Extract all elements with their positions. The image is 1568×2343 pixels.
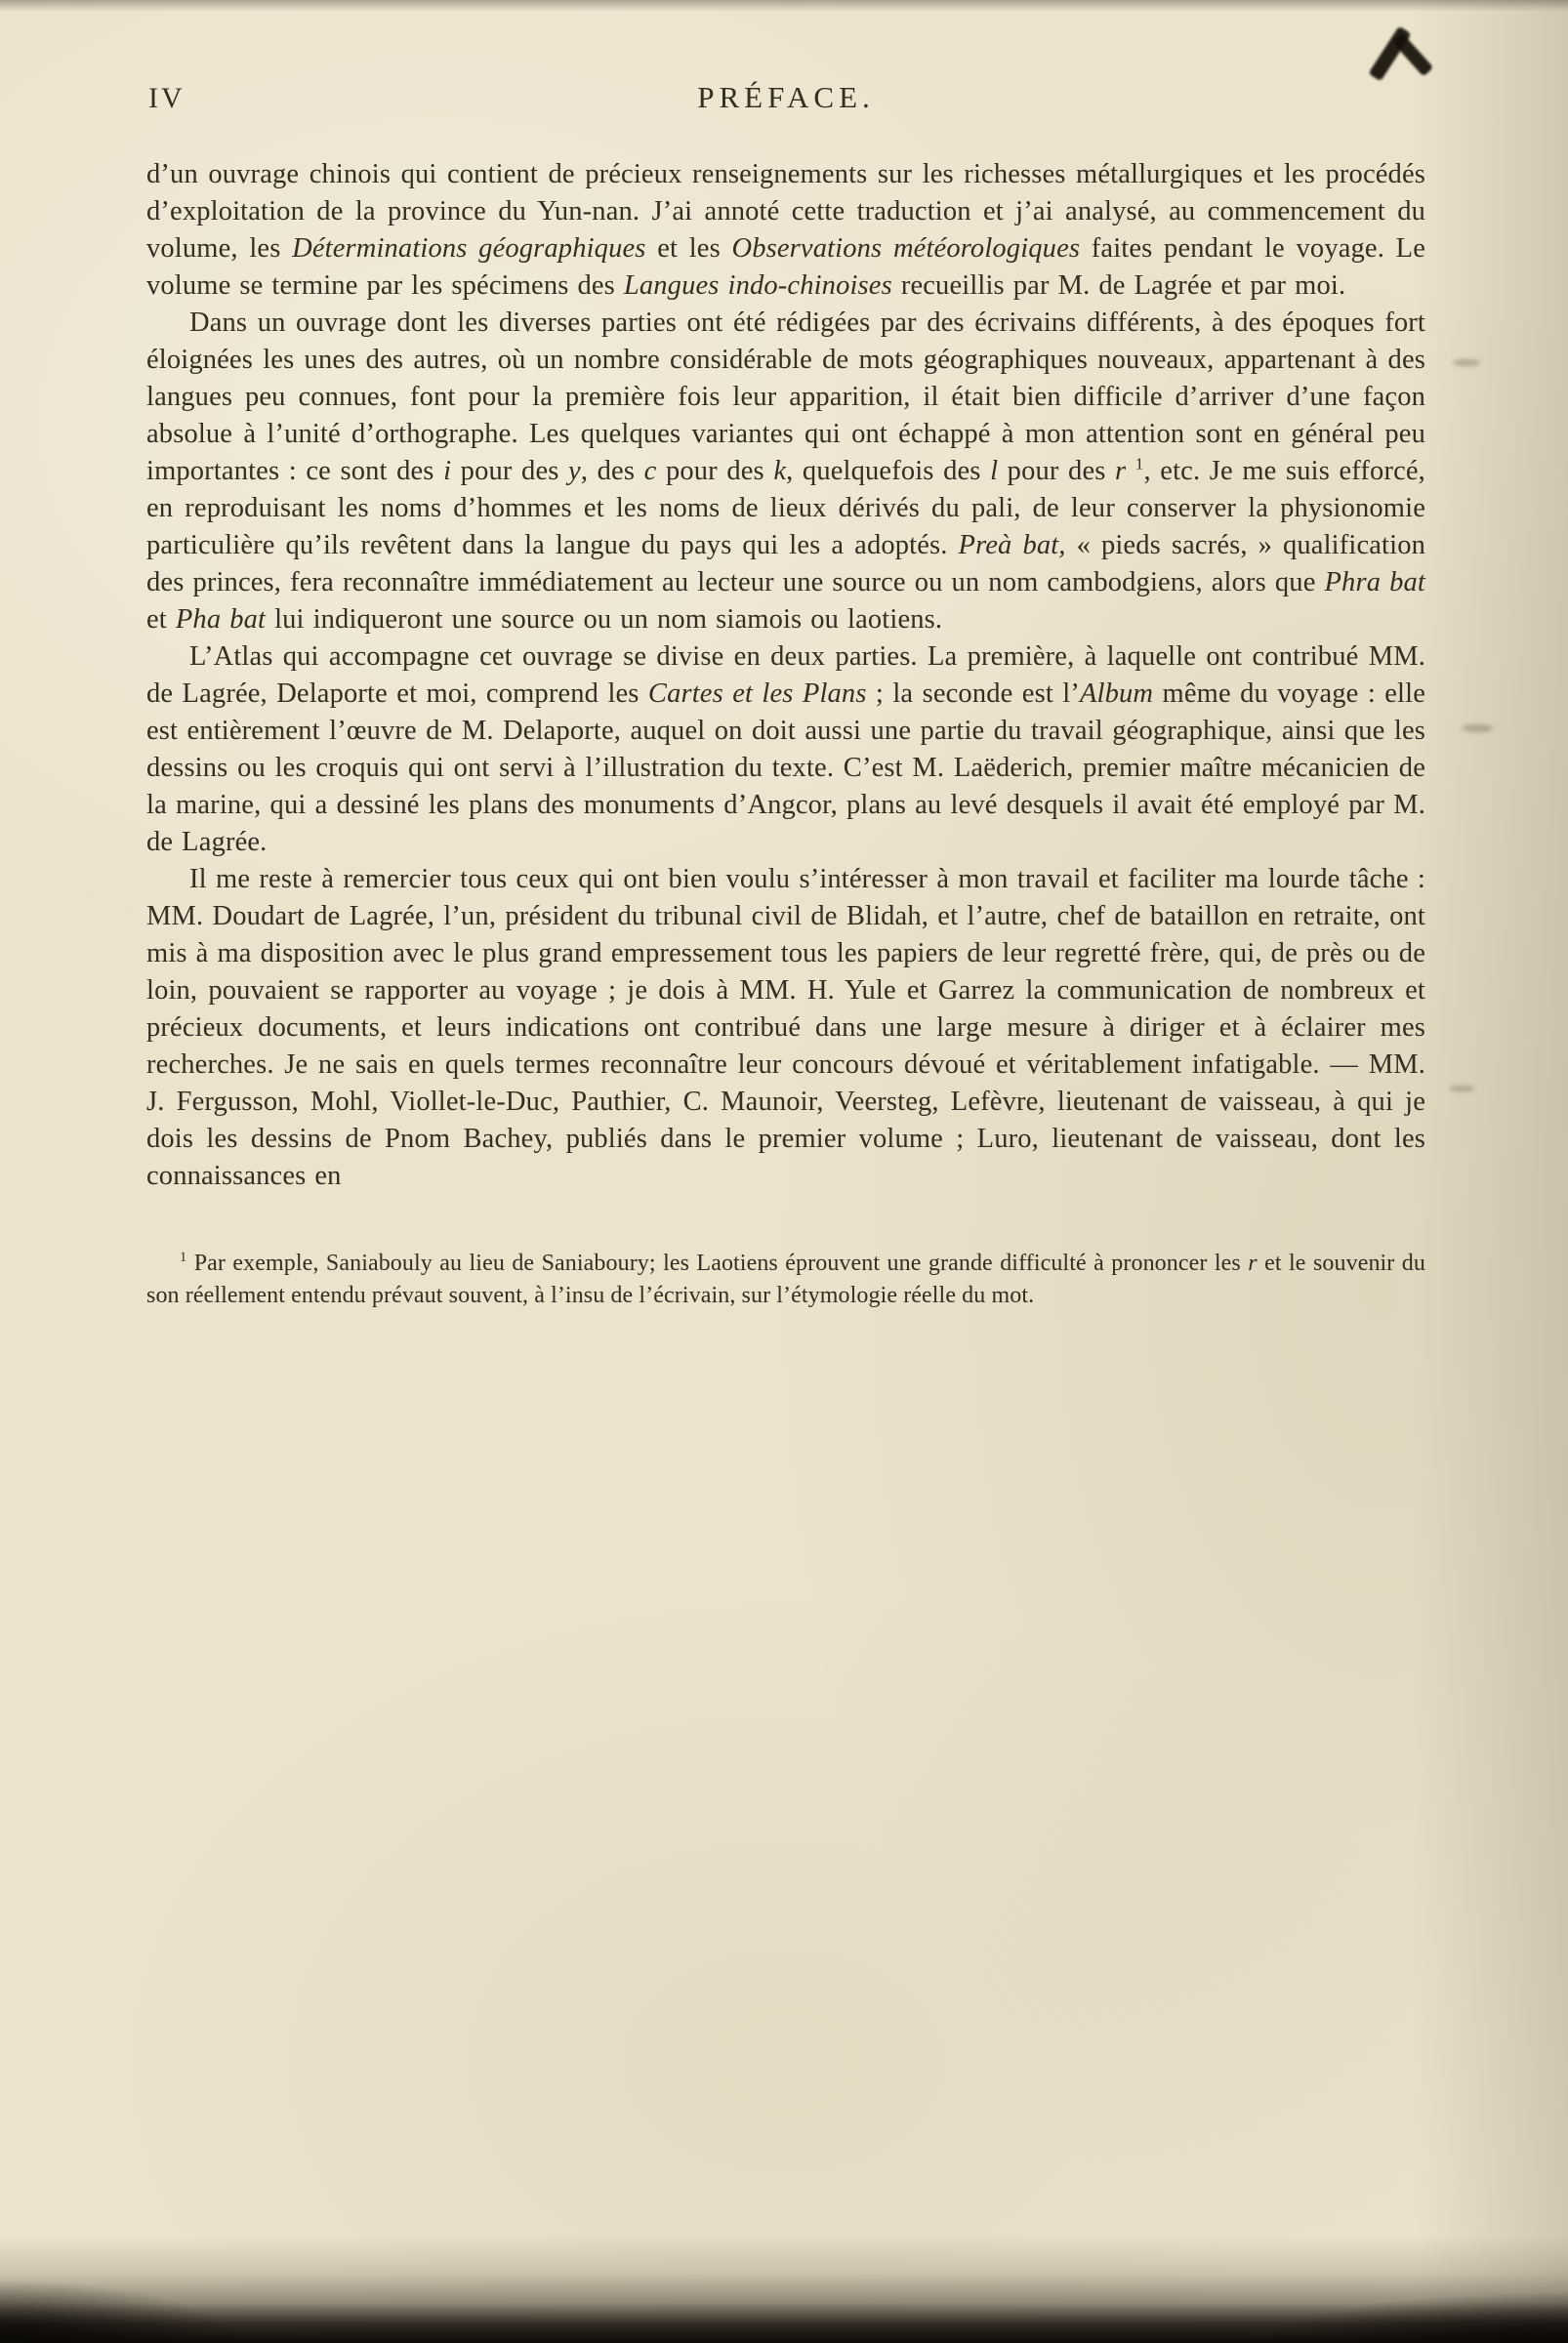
text-segment: 1 [1135, 454, 1144, 473]
text-segment: L’Atlas qui accompagne cet ouvrage se divise en deux parties. La première, à laquelle ont contribué MM. de Lagrée, Delaporte et moi, comprend les [146, 641, 1425, 709]
scan-smudge [1462, 724, 1493, 732]
text-segment: et le souvenir du son réellement entendu prévaut souvent, à l’insu de l’écrivain, sur l’étymologie réelle du mot. [146, 1251, 1426, 1308]
text-segment: ; la seconde est l’ [866, 678, 1080, 709]
text-segment: , quelquefois des [786, 456, 991, 486]
text-segment: « pieds sacrés, » qualification des princes, fera reconnaître immédiatement au lecteur une source ou un nom cambodgiens, alors que [146, 530, 1425, 597]
page-corner-ink-mark [1392, 32, 1434, 76]
page-header [146, 80, 1425, 123]
text-segment: Observations météorologiques [731, 233, 1081, 264]
text-segment: même du voyage : elle est entièrement l’œuvre de M. Delaporte, auquel on doit aussi une partie du travail géographique, ainsi que les dessins ou les croquis qui ont servi à l’illustration du texte. C’est M. Laëderich, premier maître mécanicien de la marine, qui a dessiné les plans des monuments d’Angcor, plans au levé desquels il avait été employé par M. de Lagrée. [146, 678, 1425, 857]
text-segment: i [443, 456, 452, 486]
text-segment: d’un ouvrage chinois qui contient de précieux renseignements sur les richesses métallurgiques et les procédés d’exploitation de la province du Yun-nan. J’ai annoté cette traduction et j’ai analysé, au commencement du volume, les [146, 159, 1425, 264]
text-segment: l [990, 456, 999, 486]
paragraph [146, 861, 1425, 1195]
text-segment: 1 [180, 1250, 187, 1265]
text-segment: , etc. Je me suis efforcé, en reproduisant les noms d’hommes et les noms de lieux dérivés du pali, de leur conserver la physionomie particulière qu’ils revêtent dans la langue du pays qui les a adoptés. [146, 456, 1425, 560]
scan-smudge [1449, 1086, 1474, 1091]
text-segment: pour des [656, 456, 774, 486]
running-title: PRÉFACE. [697, 80, 875, 114]
text-segment: faites pendant le voyage. Le volume se termine par les spécimens des [146, 233, 1426, 301]
text-segment: Déterminations géographiques [292, 233, 646, 264]
text-segment: recueillis par M. de Lagrée et par moi. [891, 270, 1346, 301]
page-number: IV [148, 82, 186, 114]
footnote [146, 1248, 1425, 1312]
text-segment: Dans un ouvrage dont les diverses parties ont été rédigées par des écrivains différents, à des époques fort éloignées les unes des autres, où un nombre considérable de mots géographiques nouveaux, appartenant à des langues peu connues, font pour la première fois leur apparition, il était bien difficile d’arriver d’une façon absolue à l’unité d’orthographe. Les quelques variantes qui ont échappé à mon attention sont en général peu importantes : ce sont des [146, 308, 1425, 486]
text-segment: , des [580, 456, 644, 486]
text-segment: c [643, 456, 657, 486]
text-segment: pour des [451, 456, 569, 486]
paragraph [146, 305, 1425, 638]
scan-smudge [1453, 359, 1480, 366]
text-segment: pour des [998, 456, 1116, 486]
text-segment: Cartes et les Plans [647, 678, 867, 709]
text-segment: k [773, 456, 787, 486]
text-segment [1126, 456, 1135, 486]
text-segment: r [1115, 456, 1127, 486]
text-segment: Langues indo-chinoises [623, 270, 892, 301]
scan-edge-bottom [0, 2236, 1568, 2343]
text-segment: Album [1079, 678, 1154, 709]
body-text [146, 156, 1425, 1312]
text-segment: et les [645, 233, 732, 264]
text-segment: Pha bat [175, 604, 267, 635]
text-segment: lui indiqueront une source ou un nom siamois ou laotiens. [266, 604, 943, 635]
page-corner-ink-mark [1368, 26, 1411, 82]
paragraph [146, 638, 1425, 861]
scan-edge-top [0, 0, 1568, 12]
text-segment: r [1248, 1251, 1258, 1276]
text-segment: Il me reste à remercier tous ceux qui ont bien voulu s’intéresser à mon travail et faciliter ma lourde tâche : MM. Doudart de Lagrée, l’un, président du tribunal civil de Blidah, et l’autre, chef de bataillon en retraite, ont mis à ma disposition avec le plus grand empressement tous les papiers de leur regretté frère, qui, de près ou de loin, pouvaient se rapporter au voyage ; je dois à MM. H. Yule et Garrez la communication de nombreux et précieux documents, et leurs indications ont contribué dans une large mesure à diriger et à éclairer mes recherches. Je ne sais en quels termes reconnaître leur concours dévoué et véritablement infatigable. — MM. J. Fergusson, Mohl, Viollet-le-Duc, Pauthier, C. Maunoir, Veersteg, Lefèvre, lieutenant de vaisseau, à qui je dois les dessins de Pnom Bachey, publiés dans le premier volume ; Luro, lieutenant de vaisseau, dont les connaissances en [146, 864, 1425, 1191]
text-segment: Par exemple, Saniabouly au lieu de Saniaboury; les Laotiens éprouvent une grande difficulté à prononcer les [186, 1251, 1249, 1276]
text-segment: y [568, 456, 581, 486]
text-segment: Phra bat [1324, 567, 1425, 597]
text-segment: et [146, 604, 176, 635]
text-segment: Preà bat, [958, 530, 1066, 560]
paragraph [146, 156, 1425, 305]
